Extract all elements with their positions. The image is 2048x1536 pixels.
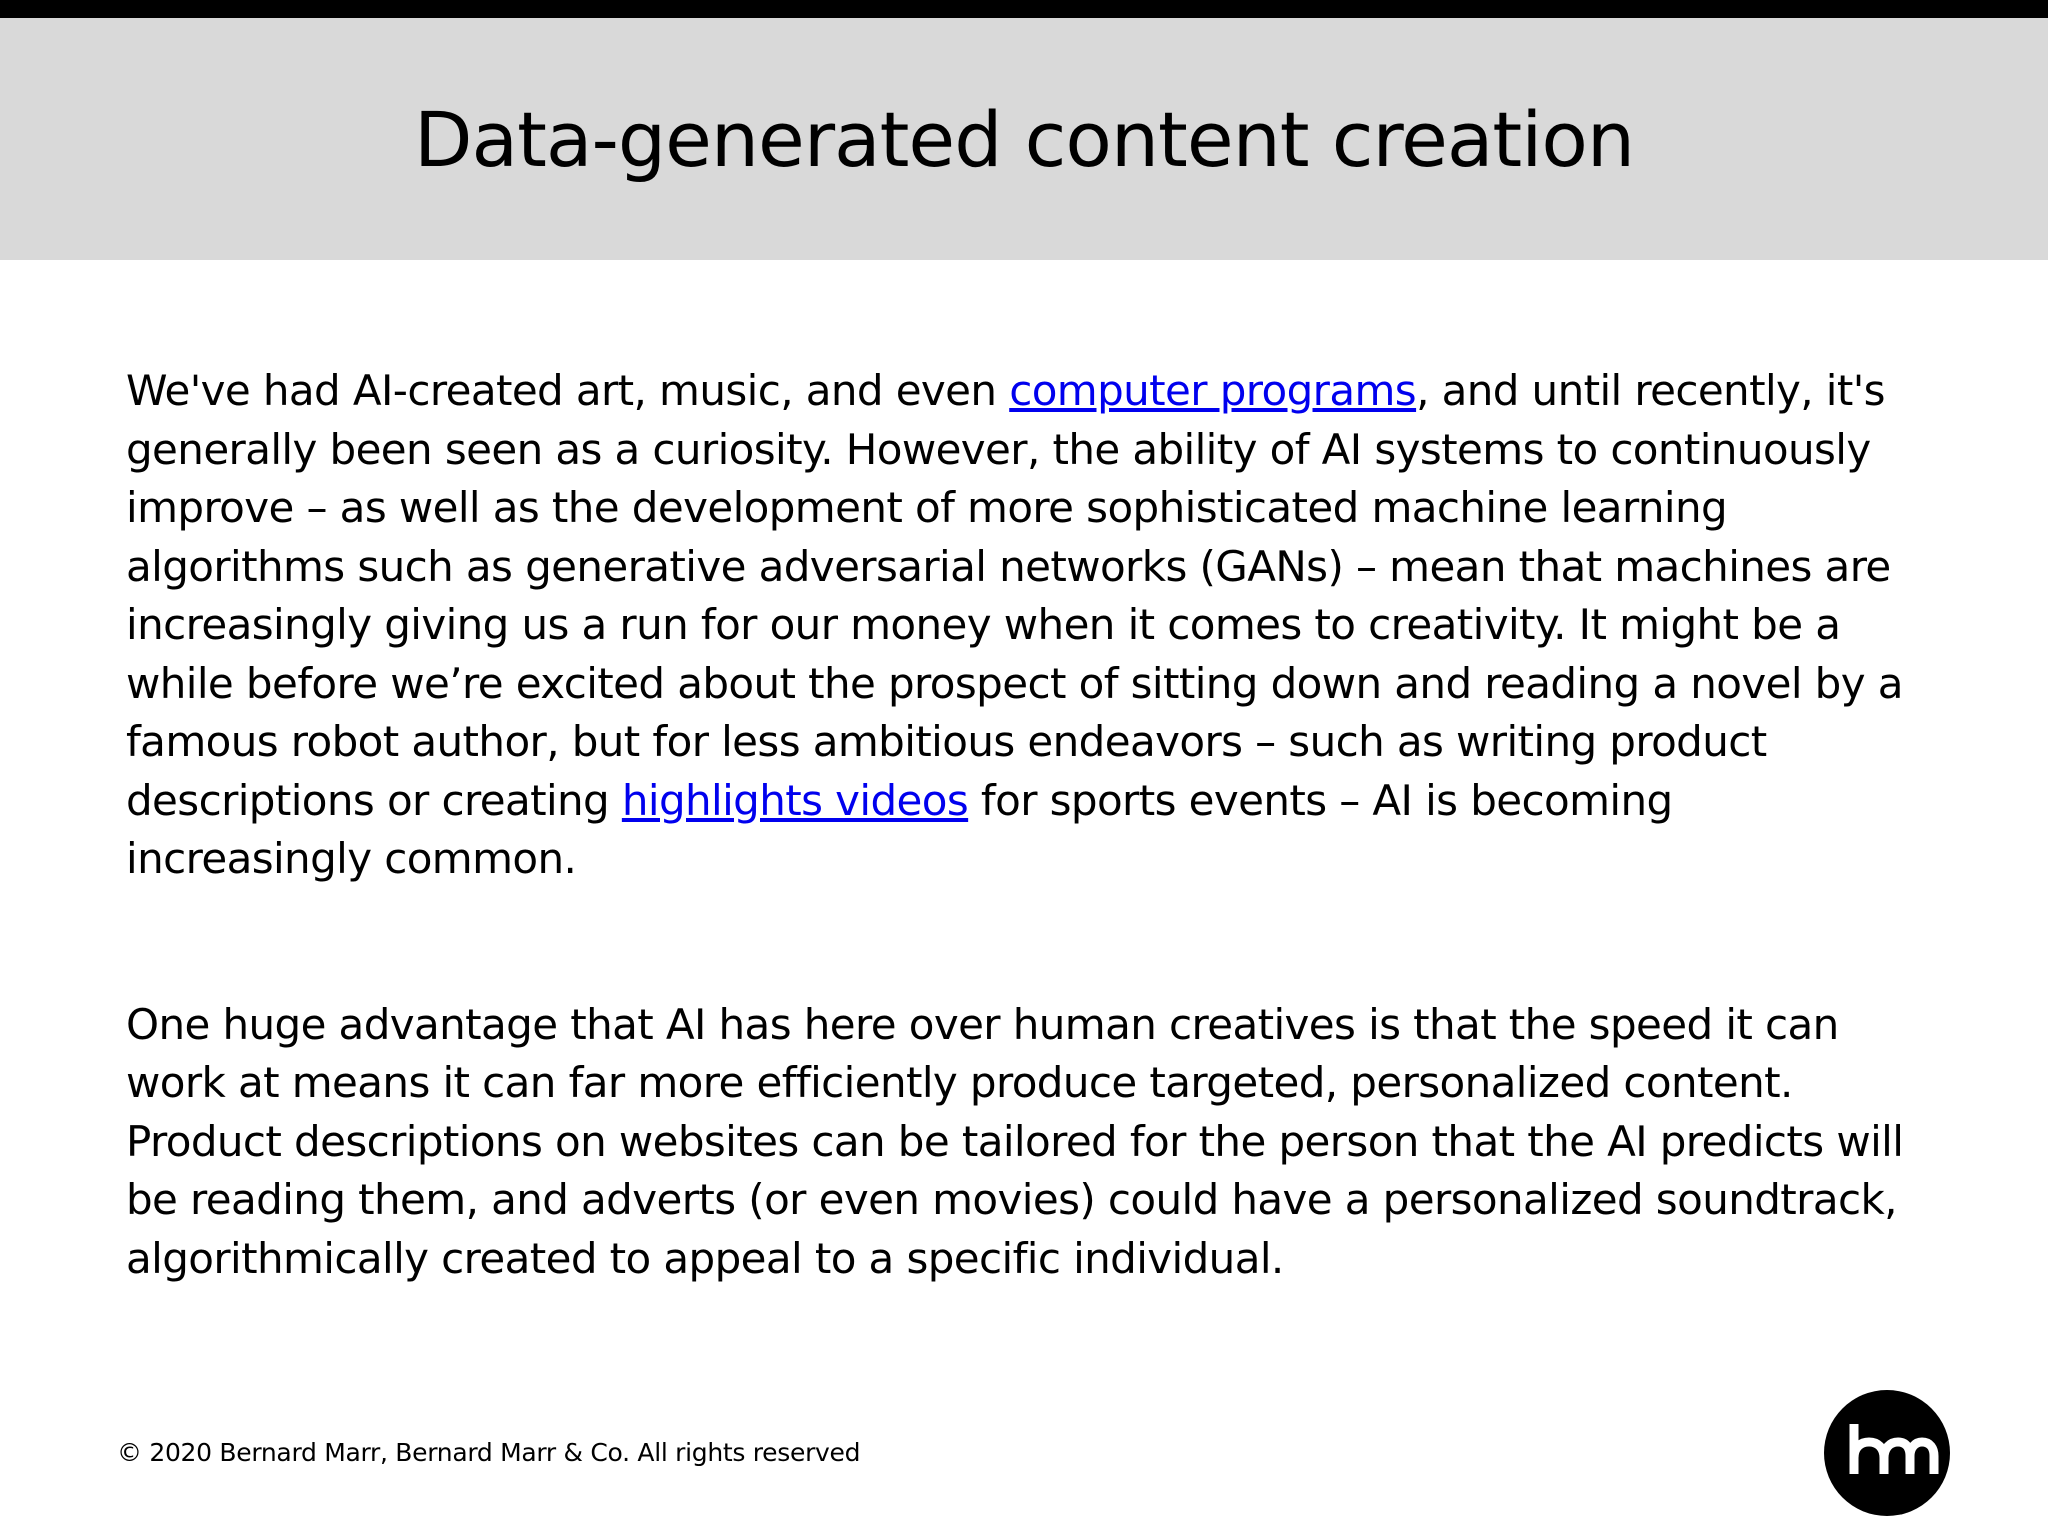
paragraph-1 <box>126 362 1926 889</box>
paragraph-1-text-c: for sports events – AI is becoming increasingly common. <box>126 775 1673 883</box>
highlights-videos-link[interactable]: highlights videos <box>621 775 969 825</box>
slide-header <box>0 18 2048 260</box>
paragraph-2: One huge advantage that AI has here over human creatives is that the speed it can work at means it can far more efficiently produce targeted, personalized content. Product descriptions on websites can be tailored for the person that the AI predicts will be reading them, and adverts (or even movies) could have a personalized soundtrack, algorithmically created to appeal to a specific individual. <box>126 999 1904 1283</box>
top-bar <box>0 0 2048 18</box>
bm-logo-icon <box>1824 1390 1950 1516</box>
copyright-footer: © 2020 Bernard Marr, Bernard Marr & Co. All rights reserved <box>117 1438 861 1467</box>
slide-body <box>126 362 1926 1288</box>
paragraph-1-text-a: We've had AI-created art, music, and even <box>126 366 1010 415</box>
computer-programs-link[interactable]: computer programs <box>1009 366 1417 415</box>
slide-title: Data-generated content creation <box>414 94 1634 184</box>
bm-logo-glyph <box>1824 1390 1950 1516</box>
paragraph-1-text-b: , and until recently, it's generally been seen as a curiosity. However, the ability of AI systems to continuously improve – as well as the development of more sophisticated machine learning algorithms such as generative adversarial networks (GANs) – mean that machines are increasingly giving us a run for our money when it comes to creativity. It might be a while before we’re excited about the prospect of sitting down and reading a novel by a famous robot author, but for less ambitious endeavors – such as writing product descriptions or creating <box>126 366 1903 825</box>
